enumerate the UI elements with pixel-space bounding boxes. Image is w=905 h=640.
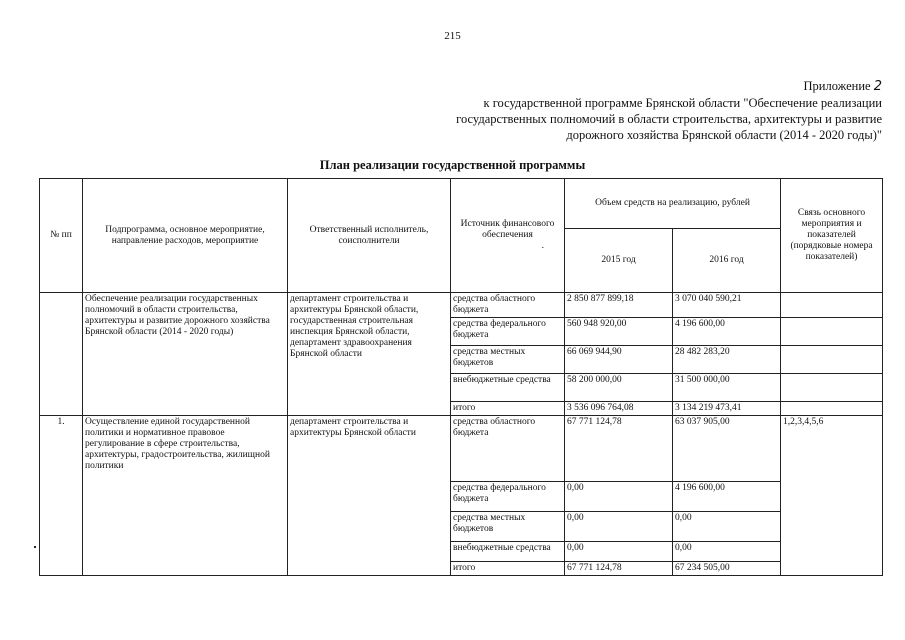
appendix-line-4: дорожного хозяйства Брянской области (2014 - 2020 годы)" [566, 128, 882, 142]
page-number: 215 [444, 30, 461, 42]
funding-source: средства местных бюджетов [451, 346, 565, 374]
block2-name: Осуществление единой государственной политики и нормативное правовое регулирование в сфере строительства, архитектуры, градостроительства, жилищной политики [83, 416, 288, 576]
amount-2015: 58 200 000,00 [565, 374, 673, 402]
scan-speck [34, 546, 36, 548]
amount-2016-total: 3 134 219 473,41 [673, 402, 781, 416]
funding-source: средства федерального бюджета [451, 482, 565, 512]
amount-2016: 0,00 [673, 542, 781, 562]
header-num: № пп [40, 179, 83, 293]
amount-2015: 0,00 [565, 542, 673, 562]
header-source-label: Источник финансового обеспечения [460, 219, 555, 240]
amount-2016: 4 196 600,00 [673, 318, 781, 346]
header-row-1 [40, 179, 883, 229]
indicator-link [781, 293, 883, 318]
appendix-line-1 [456, 78, 882, 95]
amount-2016: 0,00 [673, 512, 781, 542]
amount-2016: 3 070 040 590,21 [673, 293, 781, 318]
header-year-2015: 2015 год [565, 229, 673, 293]
appendix-line-3: государственных полномочий в области строительства, архитектуры и развитие [456, 112, 882, 126]
block2-indicator-link: 1,2,3,4,5,6 [781, 416, 883, 576]
indicator-link [781, 402, 883, 416]
block2-num: 1. [40, 416, 83, 576]
amount-2016: 28 482 283,20 [673, 346, 781, 374]
header-volume: Объем средств на реализацию, рублей [565, 179, 781, 229]
funding-source: средства федерального бюджета [451, 318, 565, 346]
header-name: Подпрограмма, основное мероприятие, направление расходов, мероприятие [83, 179, 288, 293]
table-row [40, 416, 883, 482]
funding-source: внебюджетные средства [451, 542, 565, 562]
funding-source: средства областного бюджета [451, 293, 565, 318]
funding-source-total: итого [451, 402, 565, 416]
amount-2015-total: 67 771 124,78 [565, 562, 673, 576]
amount-2015: 0,00 [565, 512, 673, 542]
appendix-label: Приложение [803, 79, 871, 93]
amount-2015: 0,00 [565, 482, 673, 512]
amount-2016: 4 196 600,00 [673, 482, 781, 512]
funding-source: внебюджетные средства [451, 374, 565, 402]
funding-source: средства местных бюджетов [451, 512, 565, 542]
amount-2015-total: 3 536 096 764,08 [565, 402, 673, 416]
header-source-mark: . [541, 241, 544, 251]
table-row [40, 293, 883, 318]
header-executor: Ответственный исполнитель, соисполнители [288, 179, 451, 293]
appendix-header [456, 78, 882, 143]
block2-executor: департамент строительства и архитектуры Брянской области [288, 416, 451, 576]
amount-2015: 67 771 124,78 [565, 416, 673, 482]
amount-2015: 2 850 877 899,18 [565, 293, 673, 318]
amount-2016: 63 037 905,00 [673, 416, 781, 482]
indicator-link [781, 318, 883, 346]
amount-2016-total: 67 234 505,00 [673, 562, 781, 576]
block1-executor: департамент строительства и архитектуры Брянской области, государственная строительная инспекция Брянской области, департамент здравоохранения Брянской области [288, 293, 451, 416]
amount-2015: 66 069 944,90 [565, 346, 673, 374]
indicator-link [781, 346, 883, 374]
block1-num [40, 293, 83, 416]
header-source [451, 179, 565, 293]
program-plan-table [39, 178, 883, 576]
amount-2016: 31 500 000,00 [673, 374, 781, 402]
block1-name: Обеспечение реализации государственных полномочий в области строительства, архитектуры и развитие дорожного хозяйства Брянской области (2014 - 2020 годы) [83, 293, 288, 416]
indicator-link [781, 374, 883, 402]
amount-2015: 560 948 920,00 [565, 318, 673, 346]
funding-source-total: итого [451, 562, 565, 576]
document-title: План реализации государственной программы [319, 158, 586, 172]
header-year-2016: 2016 год [673, 229, 781, 293]
appendix-number: 2 [873, 79, 882, 94]
appendix-line-2: к государственной программе Брянской области "Обеспечение реализации [483, 96, 882, 110]
header-link: Связь основного мероприятия и показателей (порядковые номера показателей) [781, 179, 883, 293]
funding-source: средства областного бюджета [451, 416, 565, 482]
